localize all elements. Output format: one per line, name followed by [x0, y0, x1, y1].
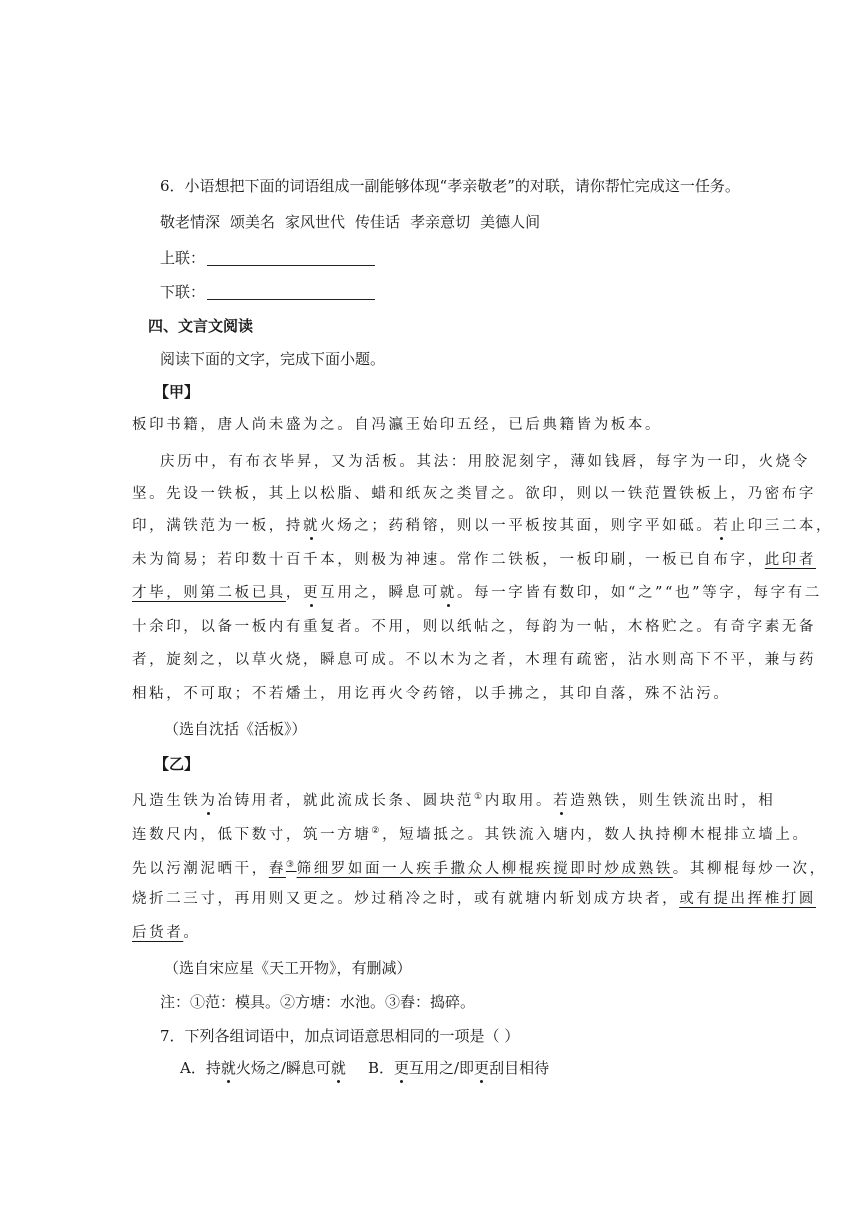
- section-instruction: 阅读下面的文字，完成下面小题。: [160, 350, 386, 368]
- dotted-word: 更: [303, 585, 321, 601]
- text-run: 凡造生铁: [132, 792, 201, 809]
- underlined-sentence: 舂: [268, 860, 286, 877]
- underlined-sentence: 此印者: [764, 552, 817, 568]
- yi-line-2: [132, 821, 810, 845]
- yi-source: （选自宋应星《天工开物》，有删减）: [164, 959, 412, 977]
- footnote-marker: ①: [474, 792, 485, 802]
- text-run: 。其柳棍每炒一次，: [672, 860, 827, 877]
- underlined-sentence: 才毕，则第二板已具: [132, 585, 286, 601]
- text-run: 造熟铁，则生铁流出时，相: [570, 792, 776, 809]
- passage-yi-label: 【乙】: [154, 755, 200, 773]
- question-7: 7．下列各组词语中，加点词语意思相同的一项是（ ）: [160, 1027, 520, 1045]
- jia-line-8: 相粘，不可取；不若燔土，用讫再火令药镕，以手拂之，其印自落，殊不沾污。: [132, 686, 731, 702]
- notes: 注：①范：模具。②方塘：水池。③舂：捣碎。: [160, 993, 476, 1011]
- dotted-word: 更: [393, 1059, 409, 1077]
- word-2: 颂美名: [230, 213, 276, 231]
- dotted-word: 就: [220, 1059, 236, 1077]
- yi-line-5: [132, 923, 200, 943]
- question-6: 6．小语想把下面的词语组成一副能够体现“孝亲敬老”的对联，请你帮忙完成这一任务。: [160, 177, 740, 195]
- word-6: 美德人间: [480, 213, 541, 231]
- text-run: 先以污潮泥晒干，: [132, 860, 269, 877]
- text-run: ，: [285, 585, 304, 601]
- upper-couplet-blank[interactable]: [207, 250, 375, 266]
- upper-couplet-row: [160, 248, 375, 268]
- dotted-word: 若: [713, 518, 731, 534]
- word-1: 敬老情深: [160, 213, 221, 231]
- text-run: 互用之，瞬息可: [320, 585, 440, 601]
- text-run: B．: [367, 1059, 394, 1077]
- text-run: 。: [183, 925, 201, 941]
- text-run: 刮目相待: [489, 1059, 550, 1077]
- jia-line-3: [132, 516, 833, 536]
- lower-couplet-blank[interactable]: [207, 284, 375, 300]
- text-run: 印，满铁范为一板，持: [132, 518, 303, 534]
- dotted-word: 更: [474, 1059, 490, 1077]
- jia-line-5: [132, 583, 822, 603]
- text-run: 未为简易；若印数十百千本，则极为神速。常作二铁板，一板印刷，一板已自布字，: [132, 552, 765, 568]
- jia-line-2: 坚。先设一铁板，其上以松脂、蜡和纸灰之类冒之。欲印，则以一铁范置铁板上，乃密布字: [132, 486, 816, 502]
- word-list: [160, 212, 540, 232]
- word-3: 家风世代: [285, 213, 346, 231]
- jia-para-1: 板印书籍，唐人尚未盛为之。自冯瀛王始印五经，已后典籍皆为板本。: [132, 417, 663, 433]
- section-title: 四、文言文阅读: [148, 317, 254, 335]
- dotted-word: 为: [200, 792, 218, 809]
- lower-couplet-label: 下联：: [160, 283, 206, 301]
- word-4: 传佳话: [355, 213, 401, 231]
- text-run: 互用之/即: [408, 1059, 475, 1077]
- yi-line-1: [132, 787, 775, 811]
- yi-line-4: [132, 889, 816, 909]
- text-run: 冶铸用者，就此流成长条、圆块范: [217, 792, 475, 809]
- footnote-marker: ③: [285, 860, 297, 870]
- jia-source: （选自沈括《活板》）: [164, 720, 307, 738]
- jia-line-1: 庆历中，有布衣毕昇，又为活板。其法：用胶泥刻字，薄如钱唇，每字为一印，火烧令: [160, 454, 810, 470]
- yi-line-3: [132, 855, 827, 879]
- dotted-word: 若: [553, 792, 571, 809]
- passage-jia-label: 【甲】: [154, 383, 200, 401]
- dotted-word: 就: [330, 1059, 346, 1077]
- text-run: 。每一字皆有数印，如“之”“也”等字，每字有二: [456, 585, 822, 601]
- text-run: 烧折二三寸，再用则又更之。炒过稍冷之时，或有就塘内斩划成方块者，: [132, 891, 680, 907]
- underlined-sentence: 或有提出挥椎打圆: [679, 891, 817, 907]
- jia-line-6: 十余印，以备一板内有重复者。不用，则以纸帖之，每韵为一帖，木格贮之。有奇字素无备: [132, 619, 816, 635]
- word-5: 孝亲意切: [410, 213, 471, 231]
- jia-line-4: [132, 550, 816, 570]
- text-run: 止印三二本，: [730, 518, 834, 534]
- footnote-marker: ②: [371, 826, 383, 836]
- text-run: A．持: [180, 1059, 221, 1077]
- dotted-word: 就: [303, 518, 321, 534]
- option-b[interactable]: [368, 1059, 549, 1077]
- q7-options: [180, 1058, 549, 1078]
- jia-line-7: 者，旋刻之，以草火烧，瞬息可成。不以木为之者，木理有疏密，沾水则高下不平，兼与药: [132, 652, 816, 668]
- upper-couplet-label: 上联：: [160, 249, 206, 267]
- underlined-sentence: 后货者: [132, 925, 184, 941]
- underlined-sentence: 筛细罗如面一人疾手撒众人柳棍疾搅即时炒成熟铁: [296, 860, 673, 877]
- text-run: 火炀之；药稍镕，则以一平板按其面，则字平如砥。: [320, 518, 714, 534]
- text-run: 连数尺内，低下数寸，筑一方塘: [132, 826, 372, 843]
- text-run: 内取用。: [484, 792, 554, 809]
- dotted-word: 就: [439, 585, 457, 601]
- option-a[interactable]: [180, 1059, 346, 1077]
- text-run: 火炀之/瞬息可: [235, 1059, 331, 1077]
- lower-couplet-row: [160, 282, 375, 302]
- text-run: ，短墙抵之。其铁流入塘内，数人执持柳木棍排立墙上。: [382, 826, 810, 843]
